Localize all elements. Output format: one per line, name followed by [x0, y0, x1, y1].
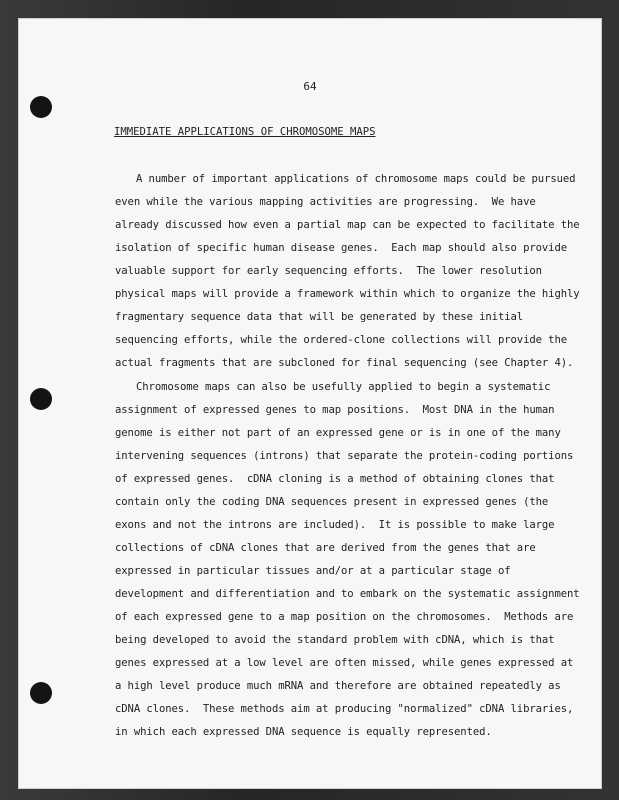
document-page — [18, 18, 602, 789]
text-line: isolation of specific human disease genes. Each map should also provide — [115, 242, 568, 254]
text-line: cDNA clones. These methods aim at producing "normalized" cDNA libraries, — [115, 703, 574, 715]
text-line: genes expressed at a low level are often missed, while genes expressed at — [115, 657, 574, 669]
text-line: A number of important applications of chromosome maps could be pursued — [136, 173, 576, 185]
text-line: even while the various mapping activities are progressing. We have — [115, 196, 536, 208]
text-line: contain only the coding DNA sequences present in expressed genes (the — [115, 496, 549, 508]
text-line: collections of cDNA clones that are derived from the genes that are — [115, 542, 536, 554]
section-heading: IMMEDIATE APPLICATIONS OF CHROMOSOME MAPS — [114, 126, 376, 138]
text-line: already discussed how even a partial map can be expected to facilitate the — [115, 219, 580, 231]
text-line: sequencing efforts, while the ordered-clone collections will provide the — [115, 334, 568, 346]
text-line: assignment of expressed genes to map positions. Most DNA in the human — [115, 404, 555, 416]
text-line: being developed to avoid the standard problem with cDNA, which is that — [115, 634, 555, 646]
page-number: 64 — [303, 80, 317, 93]
text-line: actual fragments that are subcloned for final sequencing (see Chapter 4). — [115, 357, 574, 369]
text-line: of expressed genes. cDNA cloning is a method of obtaining clones that — [115, 473, 555, 485]
text-line: intervening sequences (introns) that separate the protein-coding portions — [115, 450, 574, 462]
text-line: a high level produce much mRNA and therefore are obtained repeatedly as — [115, 680, 561, 692]
text-line: in which each expressed DNA sequence is equally represented. — [115, 726, 492, 738]
binder-hole — [30, 96, 52, 118]
text-line: expressed in particular tissues and/or at a particular stage of — [115, 565, 511, 577]
text-line: valuable support for early sequencing efforts. The lower resolution — [115, 265, 542, 277]
text-line: physical maps will provide a framework within which to organize the highly — [115, 288, 580, 300]
text-line: development and differentiation and to embark on the systematic assignment — [115, 588, 580, 600]
text-line: of each expressed gene to a map position on the chromosomes. Methods are — [115, 611, 574, 623]
binder-hole — [30, 388, 52, 410]
text-line: genome is either not part of an expressed gene or is in one of the many — [115, 427, 561, 439]
text-line: fragmentary sequence data that will be generated by these initial — [115, 311, 524, 323]
text-line: Chromosome maps can also be usefully applied to begin a systematic — [136, 381, 551, 393]
text-line: exons and not the introns are included). It is possible to make large — [115, 519, 555, 531]
binder-hole — [30, 682, 52, 704]
